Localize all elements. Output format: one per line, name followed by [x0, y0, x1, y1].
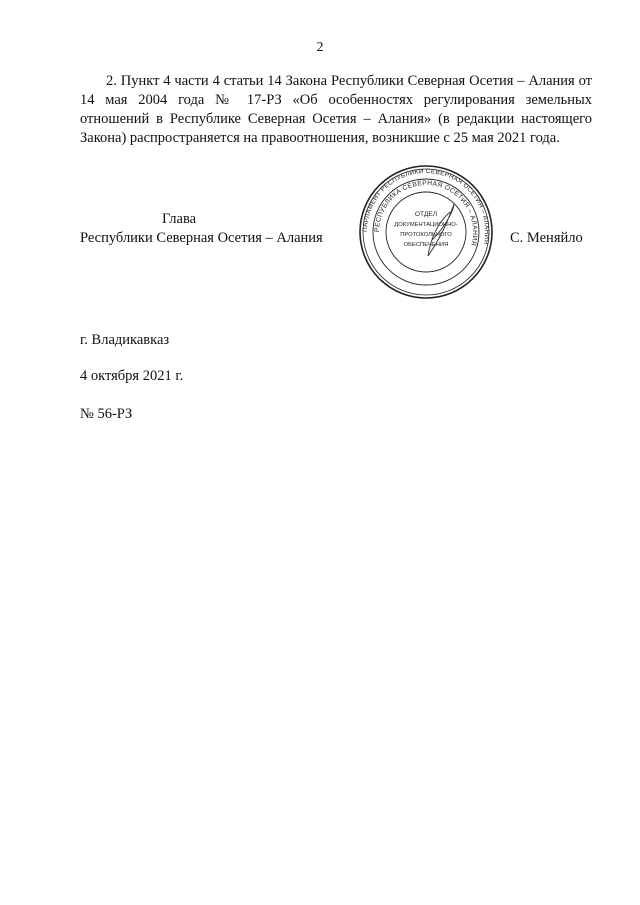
document-date: 4 октября 2021 г. — [80, 368, 184, 384]
signature-block — [80, 210, 600, 300]
official-seal — [358, 164, 494, 300]
seal-center-line4: ОБЕСПЕЧЕНИЯ — [403, 242, 449, 248]
document-number: № 56-РЗ — [80, 406, 133, 422]
seal-outer-text: ПАРЛАМЕНТ РЕСПУБЛИКИ СЕВЕРНАЯ ОСЕТИЯ – АЛАНИЯ — [361, 167, 491, 246]
law-paragraph: 2. Пункт 4 части 4 статьи 14 Закона Республики Северная Осетия – Алания от 14 мая 2004 года № 17-РЗ «Об особенностях регулирования земельных отношений в Республике Северная Осетия – Алания» (в редакции настоящего Закона) распространяется на правоотношения, возникшие с 25 мая 2021 года. — [80, 73, 592, 146]
seal-center-line2: ДОКУМЕНТАЦИОННО- — [394, 222, 458, 228]
seal-center-line3: ПРОТОКОЛЬНОГО — [400, 232, 452, 238]
page-number: 2 — [316, 40, 324, 55]
signer-title — [80, 210, 330, 248]
seal-center-line1: ОТДЕЛ — [414, 211, 438, 218]
signer-title-line1: Глава — [162, 211, 197, 227]
signer-name: С. Меняйло — [510, 230, 583, 246]
seal-inner-text: РЕСПУБЛИКА СЕВЕРНАЯ ОСЕТИЯ – АЛАНИЯ — [373, 179, 479, 247]
signer-title-line2: Республики Северная Осетия – Алания — [80, 230, 323, 246]
document-city: г. Владикавказ — [80, 332, 170, 348]
